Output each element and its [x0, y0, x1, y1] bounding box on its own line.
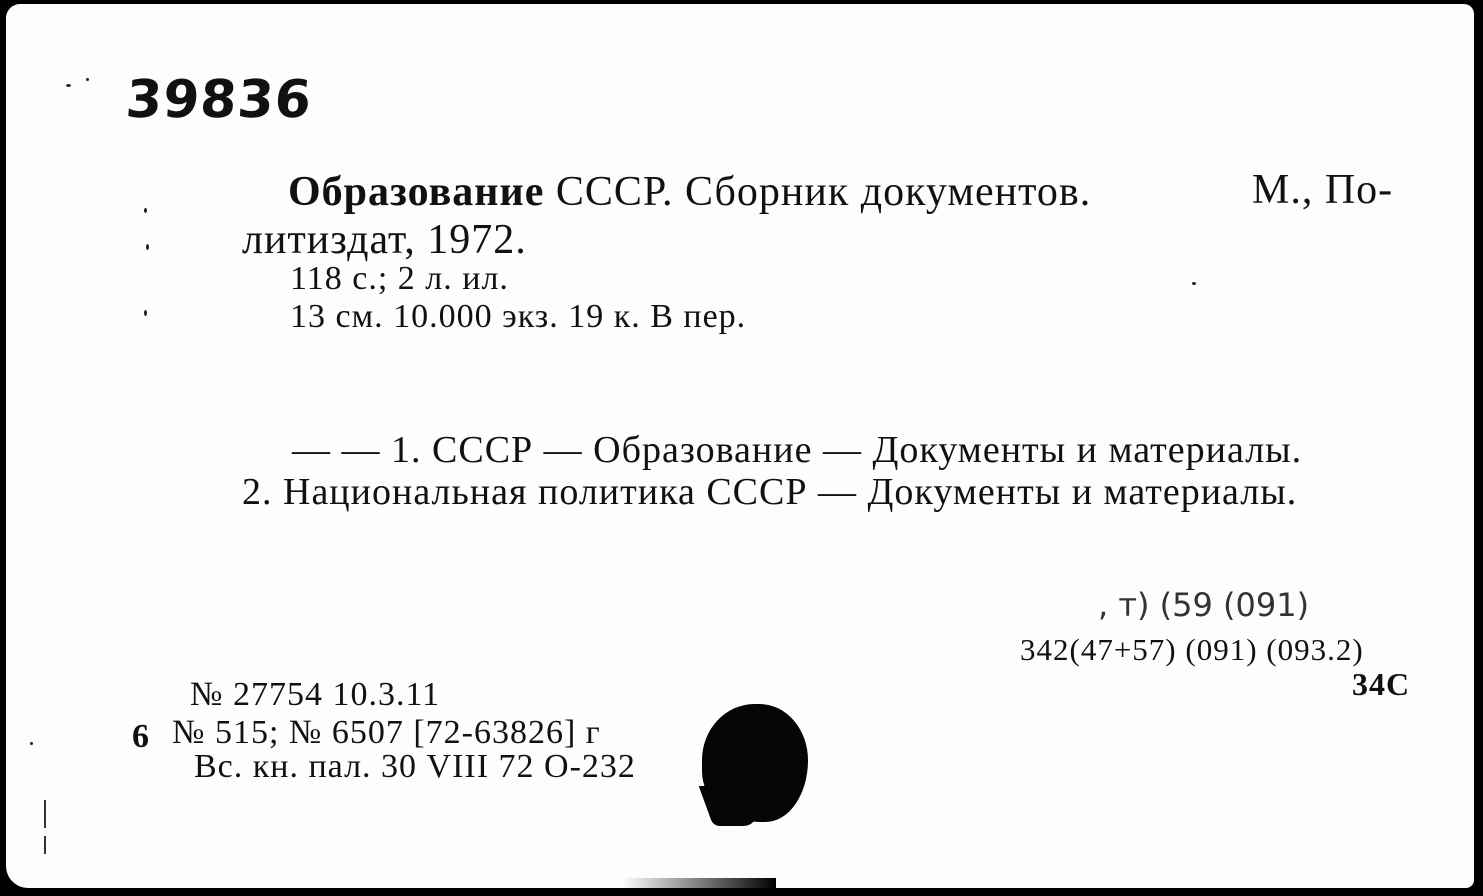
edge-mark	[44, 836, 46, 854]
class-code: 34С	[1352, 666, 1411, 702]
title-rest: СССР. Сборник документов.	[555, 169, 1092, 215]
catalog-card	[6, 4, 1474, 888]
handwritten-classification: , т) (59 (091)	[1098, 586, 1310, 624]
publisher-end: литиздат, 1972.	[242, 217, 527, 263]
speck	[30, 742, 33, 745]
speck	[144, 208, 147, 213]
subjects-line-1: — — 1. СССР — Образование — Документы и материалы.	[292, 429, 1303, 471]
speck	[66, 84, 71, 87]
publisher-start: М., По-	[1252, 167, 1394, 213]
speck	[1192, 282, 1196, 285]
bottom-edge-smudge	[6, 878, 776, 888]
physical-description-1: 118 с.; 2 л. ил.	[290, 260, 509, 297]
speck	[144, 310, 147, 316]
physical-description-2: 13 см. 10.000 экз. 19 к. В пер.	[290, 298, 747, 335]
order-line-3: Вс. кн. пал. 30 VIII 72 О-232	[194, 748, 636, 785]
subjects-line-2: 2. Национальная политика СССР — Документы и материалы.	[242, 471, 1298, 513]
order-line-1: № 27754 10.3.11	[190, 676, 441, 713]
title-bold: Образование	[288, 169, 545, 215]
title-line	[288, 168, 1091, 216]
speck	[146, 244, 149, 250]
speck	[86, 78, 89, 81]
edge-mark	[44, 800, 46, 828]
accession-number: 39836	[123, 70, 315, 130]
order-prefix: 6	[132, 718, 150, 755]
order-line-2: № 515; № 6507 [72-63826] г	[172, 714, 601, 751]
classification-number: 342(47+57) (091) (093.2)	[1020, 632, 1364, 667]
